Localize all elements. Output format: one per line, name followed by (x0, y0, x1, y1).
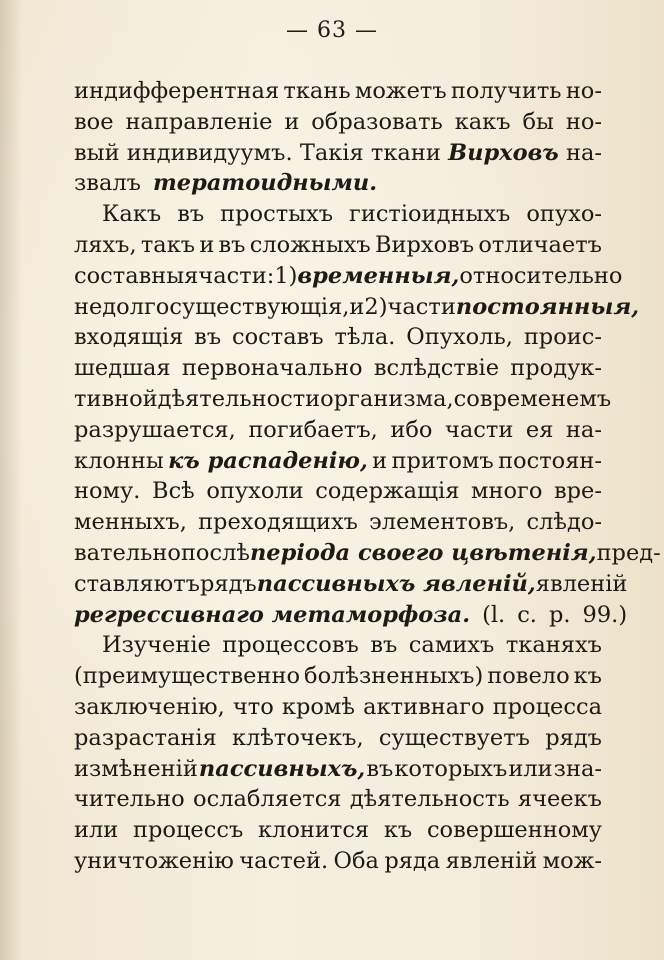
text-line (74, 201, 602, 232)
word: элементовъ, (369, 509, 516, 536)
word: вый (74, 139, 120, 166)
word: активнаго (363, 693, 485, 720)
word: составъ (232, 324, 324, 351)
word: ному. (74, 478, 141, 505)
word: явленій (535, 570, 628, 597)
text-line (74, 539, 661, 571)
word: недолго (74, 293, 170, 320)
word: измѣненій (74, 755, 198, 782)
word: клонны (74, 447, 164, 474)
word: или (508, 755, 553, 782)
word: образовать (311, 108, 443, 135)
word: ея (525, 416, 554, 443)
word: p. (548, 601, 571, 628)
word: самихъ (408, 632, 495, 659)
emphasized-word: пассивныхъ явленій, (256, 570, 536, 597)
word: ставляютъ (74, 570, 200, 597)
text-line (74, 632, 602, 663)
word: мож- (542, 847, 602, 874)
word: можетъ (354, 78, 447, 104)
word: со (453, 385, 480, 412)
text-line (74, 817, 602, 848)
word: клѣточекъ, (232, 724, 364, 751)
word: индивидуумъ. (126, 139, 293, 166)
word: къ (573, 663, 602, 690)
word: ячеекъ (517, 786, 602, 813)
text-line (74, 725, 602, 756)
word: опухоли (206, 478, 304, 505)
word: въ (370, 632, 398, 659)
word: индифферентная (74, 78, 280, 104)
word: временемъ (479, 385, 612, 412)
text-line (74, 232, 602, 263)
text-line (74, 170, 602, 201)
text-line (74, 78, 602, 109)
word: погибаетъ, (248, 416, 378, 443)
emphasized-word: временныя, (297, 262, 460, 289)
word: существующія, (169, 293, 350, 320)
word: чительно (74, 786, 185, 813)
word: (l. (482, 601, 506, 628)
text-line (74, 478, 602, 509)
word: тѣла. (334, 324, 396, 351)
word: составныя (74, 262, 199, 289)
word: ибо (390, 416, 433, 443)
word: c. (517, 601, 537, 628)
word: много (470, 478, 543, 505)
body-text (74, 78, 661, 879)
word: Вирховъ (374, 231, 475, 258)
word: и (199, 231, 215, 258)
word: процесса (492, 693, 602, 720)
text-line (74, 140, 602, 171)
text-line (74, 786, 602, 817)
emphasized-word: постоянныя, (455, 293, 640, 320)
text-line (74, 355, 602, 386)
word: проис- (523, 324, 602, 351)
word: гистіоидныхъ (349, 201, 511, 228)
word: тканяхъ (505, 632, 602, 659)
word: продук- (510, 355, 602, 382)
word: заключенію, (74, 693, 225, 720)
text-line (74, 848, 602, 879)
word: тивной (74, 385, 158, 412)
text-line (74, 694, 602, 725)
word: содержащія (315, 478, 460, 505)
word: вслѣдствіе (373, 355, 500, 382)
word: шедшая (74, 355, 171, 382)
word: Такія (299, 139, 364, 166)
word: входящія (74, 324, 184, 351)
word: и (349, 293, 365, 320)
word: разрушается, (74, 416, 236, 443)
emphasized-word: періода своего цвѣтенія, (249, 539, 597, 566)
word: которыхъ (394, 755, 508, 782)
word: ослабляется (193, 786, 342, 813)
word: процессовъ (222, 632, 359, 659)
text-line (74, 109, 602, 140)
word: или (74, 817, 119, 844)
word: части: (198, 262, 275, 289)
word: преходящихъ (198, 509, 358, 536)
word: притомъ (391, 447, 494, 474)
word: относительно (459, 262, 623, 289)
word: совершенному (426, 817, 602, 844)
word: и (284, 108, 300, 135)
word: ткани (370, 139, 441, 166)
word: клонится (257, 817, 370, 844)
word: существуетъ (378, 724, 530, 751)
word: простыхъ (220, 201, 334, 228)
word: Всѣ (152, 478, 195, 505)
page-number: — 63 — (286, 18, 378, 43)
word: вое (74, 108, 114, 135)
word: ляхъ, (74, 231, 137, 258)
word: 1) (274, 262, 298, 289)
word: на- (565, 139, 602, 166)
text-line (74, 756, 602, 787)
emphasized-word: пассивныхъ, (198, 755, 366, 782)
word: бы (522, 108, 554, 135)
word: частей. (239, 847, 329, 874)
word: Изученіе (102, 632, 211, 659)
text-line (74, 262, 623, 294)
word: въ (194, 324, 222, 351)
word: въ (366, 755, 394, 782)
word: слѣдо- (526, 509, 602, 536)
word: уничтоженію (74, 847, 234, 874)
word: менныхъ, (74, 509, 187, 536)
text-line (74, 448, 602, 479)
word: въ (177, 201, 205, 228)
text-line (74, 385, 612, 417)
word: опухо- (526, 201, 602, 228)
word: процессъ (133, 817, 244, 844)
word: послѣ (180, 539, 250, 566)
word: 2) (364, 293, 388, 320)
emphasized-word: Вирховъ (448, 139, 559, 166)
word: вре- (553, 478, 602, 505)
text-line (74, 293, 640, 325)
word: болѣзненныхъ) (304, 663, 484, 690)
text-line (74, 570, 628, 602)
emphasized-word: регрессивнаго метаморфоза. (74, 601, 471, 628)
word: пред- (596, 539, 661, 566)
text-line (74, 417, 602, 448)
text-line (74, 509, 602, 540)
word: дѣятельности (157, 385, 321, 412)
word: разрастанія (74, 724, 217, 751)
emphasized-word: тератоидными. (152, 170, 378, 197)
word: къ (383, 817, 413, 844)
word: звалъ (74, 170, 141, 197)
word: что (232, 693, 274, 720)
word: первоначально (181, 355, 363, 382)
word: повело (487, 663, 570, 690)
word: рядъ (199, 570, 257, 597)
spine-shadow (0, 0, 22, 960)
word: и (372, 447, 388, 474)
word: получить (450, 78, 562, 104)
word: (преимущественно (74, 663, 301, 690)
word: ряда (384, 847, 441, 874)
word: но- (565, 108, 602, 135)
word: ткань (283, 78, 351, 104)
word: части (445, 416, 514, 443)
word: но- (565, 78, 602, 104)
word: 99.) (582, 601, 628, 628)
word: сложныхъ (249, 231, 371, 258)
word: Оба (333, 847, 379, 874)
word: постоян- (498, 447, 602, 474)
text-line (74, 601, 628, 633)
word: Какъ (102, 201, 162, 228)
word: въ (218, 231, 246, 258)
word: зна- (553, 755, 602, 782)
word: части (387, 293, 456, 320)
word: какъ (454, 108, 511, 135)
word: явленій (445, 847, 538, 874)
word: вательно (74, 539, 181, 566)
word: направленіе (125, 108, 273, 135)
word: организма, (320, 385, 454, 412)
emphasized-word: къ распаденію, (168, 447, 368, 474)
text-line (74, 324, 602, 355)
text-line (74, 663, 602, 694)
word: дѣятельность (349, 786, 510, 813)
word: кромѣ (281, 693, 356, 720)
word: Опухоль, (406, 324, 513, 351)
word: отличаетъ (478, 231, 602, 258)
word: такъ (140, 231, 196, 258)
word: рядъ (545, 724, 602, 751)
word: на- (565, 416, 602, 443)
